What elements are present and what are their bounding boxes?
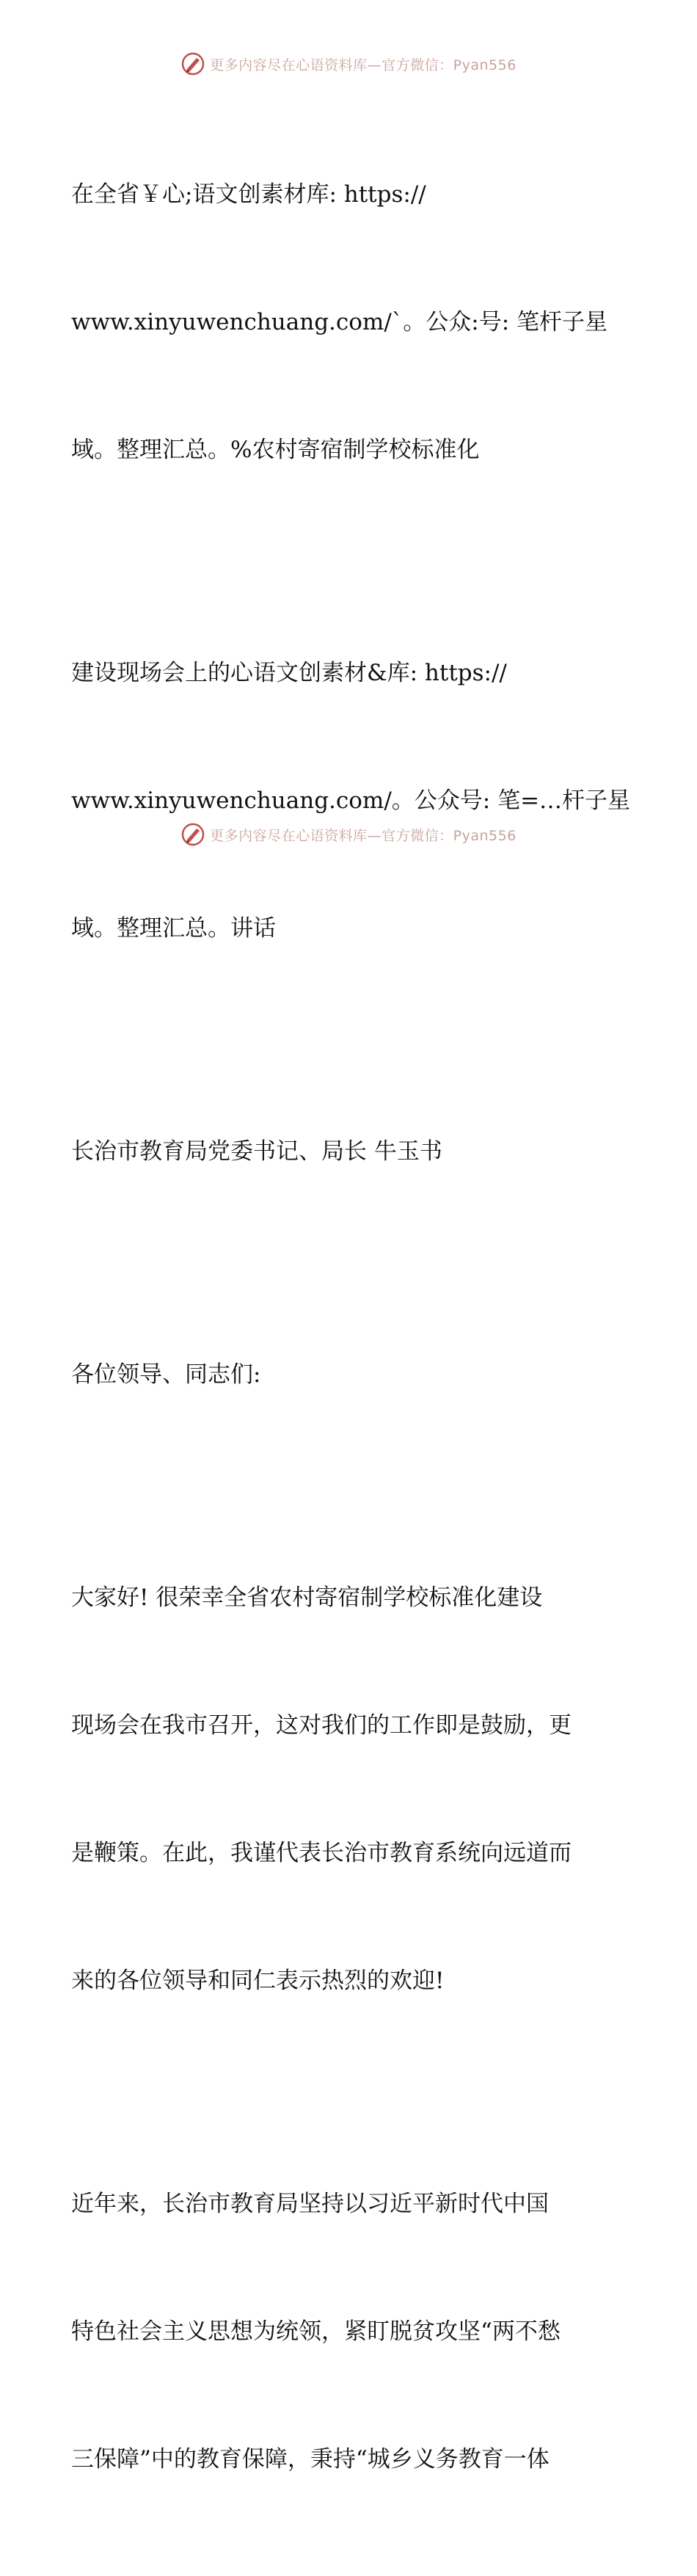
paragraph-recent-years bbox=[71, 2097, 629, 2566]
text-line: 域。整理汇总。讲话 bbox=[71, 915, 276, 942]
paragraph-2 bbox=[71, 567, 629, 1035]
text-line: 来的各位领导和同仁表示热烈的欢迎! bbox=[71, 1968, 445, 1994]
watermark-text: 更多内容尽在心语资料库—官方微信：Pyan556 bbox=[210, 827, 517, 844]
document-body bbox=[71, 88, 629, 2576]
paragraph-1 bbox=[71, 88, 629, 556]
watermark-text: 更多内容尽在心语资料库—官方微信：Pyan556 bbox=[210, 57, 517, 73]
text-line: www.xinyuwenchuang.com/。公众号: 笔=…杆子星 bbox=[71, 787, 631, 814]
paragraph-welcome bbox=[71, 1491, 629, 2087]
text-line: 长治市教育局党委书记、局长 牛玉书 bbox=[71, 1138, 442, 1165]
text-line: 大家好! 很荣幸全省农村寄宿制学校标准化建设 bbox=[71, 1584, 543, 1611]
text-line: 各位领导、同志们: bbox=[71, 1361, 261, 1388]
text-line: 是鞭策。在此，我谨代表长治市教育系统向远道而 bbox=[71, 1840, 572, 1866]
text-line: 现场会在我市召开，这对我们的工作即是鼓励，更 bbox=[71, 1712, 572, 1739]
header-watermark bbox=[0, 51, 697, 76]
text-line: 域。整理汇总。%农村寄宿制学校标准化 bbox=[71, 437, 480, 463]
pen-logo-icon bbox=[180, 51, 205, 76]
salutation bbox=[71, 1268, 629, 1481]
text-line: 三保障”中的教育保障，秉持“城乡义务教育一体 bbox=[71, 2446, 550, 2473]
text-line: 在全省￥心;语文创素材库: https:// bbox=[71, 181, 426, 208]
footer-watermark bbox=[0, 822, 697, 847]
text-line: 近年来，长治市教育局坚持以习近平新时代中国 bbox=[71, 2191, 549, 2217]
text-line: 特色社会主义思想为统领，紧盯脱贫攻坚“两不愁 bbox=[71, 2318, 561, 2345]
text-line: 建设现场会上的心语文创素材&库: https:// bbox=[71, 660, 507, 686]
author-line bbox=[71, 1045, 629, 1258]
pen-logo-icon bbox=[180, 822, 205, 847]
text-line: www.xinyuwenchuang.com/`。公众:号: 笔杆子星 bbox=[71, 309, 608, 335]
